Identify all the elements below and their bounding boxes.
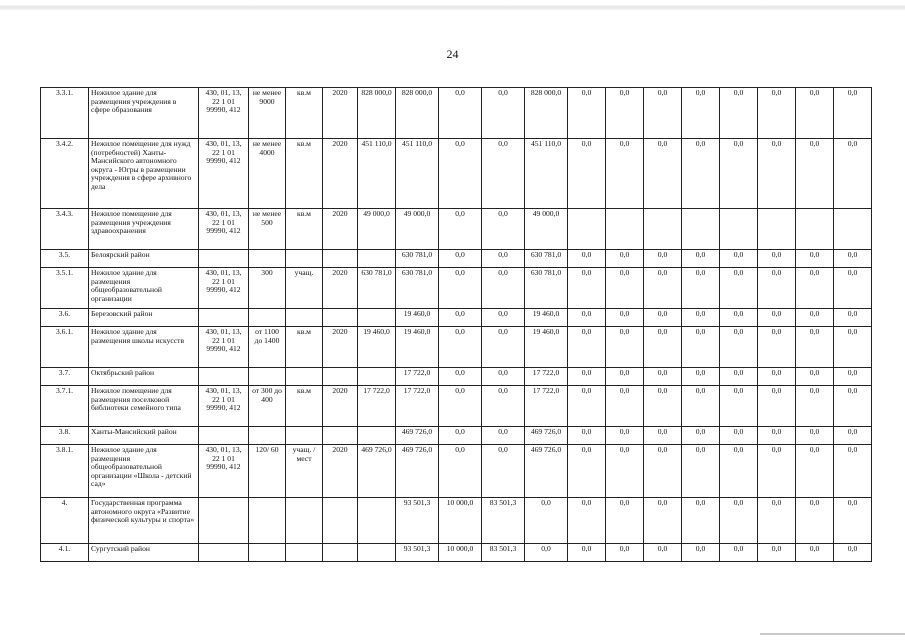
cell-est: 451 110,0: [358, 139, 396, 209]
cell-year: 2020: [323, 386, 358, 427]
cell-year: 2020: [323, 88, 358, 139]
cell-total: 17 722,0: [396, 386, 439, 427]
cell-y8: 0,0: [834, 427, 872, 445]
cell-unit: [286, 427, 323, 445]
cell-f1: 0,0: [439, 445, 482, 498]
cell-f1: 0,0: [439, 88, 482, 139]
cell-y8: 0,0: [834, 368, 872, 386]
cell-unit: учащ. / мест: [286, 445, 323, 498]
cell-y6: [758, 209, 796, 250]
table-row: [41, 139, 872, 209]
cell-name: Нежилое здание для размещения общеобразовательной организации: [89, 268, 199, 309]
investment-table: [40, 87, 872, 562]
cell-y8: 0,0: [834, 544, 872, 562]
cell-y8: 0,0: [834, 139, 872, 209]
cell-y7: 0,0: [796, 268, 834, 309]
cell-y2: 0,0: [606, 386, 644, 427]
cell-f1: 0,0: [439, 209, 482, 250]
cell-code: 430, 01, 13, 22 1 01 99990, 412: [199, 386, 249, 427]
cell-name: Белоярский район: [89, 250, 199, 268]
cell-est: 469 726,0: [358, 445, 396, 498]
cell-y5: 0,0: [720, 386, 758, 427]
cell-num: 3.6.: [41, 309, 89, 327]
cell-unit: учащ.: [286, 268, 323, 309]
cell-f2: 0,0: [482, 427, 525, 445]
cell-code: 430, 01, 13, 22 1 01 99990, 412: [199, 209, 249, 250]
cell-y8: 0,0: [834, 250, 872, 268]
cell-f3: 630 781,0: [525, 268, 568, 309]
cell-y5: 0,0: [720, 268, 758, 309]
cell-y7: 0,0: [796, 88, 834, 139]
cell-name: Октябрьский район: [89, 368, 199, 386]
cell-y4: 0,0: [682, 268, 720, 309]
cell-y5: 0,0: [720, 327, 758, 368]
cell-total: 469 726,0: [396, 445, 439, 498]
cell-y3: 0,0: [644, 139, 682, 209]
cell-f1: 0,0: [439, 309, 482, 327]
cell-y2: 0,0: [606, 309, 644, 327]
cell-y6: 0,0: [758, 386, 796, 427]
page-number: 24: [446, 47, 459, 61]
cell-total: 19 460,0: [396, 327, 439, 368]
cell-y2: 0,0: [606, 327, 644, 368]
cell-f2: 0,0: [482, 386, 525, 427]
cell-y5: 0,0: [720, 445, 758, 498]
scan-edge-top: [0, 5, 905, 10]
cell-y5: 0,0: [720, 309, 758, 327]
cell-y7: 0,0: [796, 327, 834, 368]
cell-f3: 19 460,0: [525, 309, 568, 327]
table-row: [41, 309, 872, 327]
cell-year: [323, 250, 358, 268]
cell-unit: кв.м: [286, 386, 323, 427]
cell-y5: 0,0: [720, 544, 758, 562]
cell-f3: 19 460,0: [525, 327, 568, 368]
cell-total: 469 726,0: [396, 427, 439, 445]
cell-y8: 0,0: [834, 445, 872, 498]
cell-y8: 0,0: [834, 386, 872, 427]
cell-y3: 0,0: [644, 498, 682, 544]
cell-y4: 0,0: [682, 139, 720, 209]
cell-name: Нежилое здание для размещения общеобразовательной организации «Школа - детский сад»: [89, 445, 199, 498]
cell-y4: 0,0: [682, 445, 720, 498]
cell-y3: 0,0: [644, 368, 682, 386]
cell-total: 451 110,0: [396, 139, 439, 209]
cell-y7: 0,0: [796, 386, 834, 427]
table-row: [41, 427, 872, 445]
cell-y5: 0,0: [720, 88, 758, 139]
cell-y7: 0,0: [796, 427, 834, 445]
cell-name: Нежилое помещение для нужд (потребностей) Ханты-Мансийского автономного округа - Югры в размещении учреждения в сфере архивного дела: [89, 139, 199, 209]
table-row: [41, 268, 872, 309]
cell-y6: 0,0: [758, 309, 796, 327]
cell-est: 49 000,0: [358, 209, 396, 250]
cell-cap: не менее 4000: [249, 139, 286, 209]
cell-year: [323, 427, 358, 445]
cell-y7: 0,0: [796, 250, 834, 268]
cell-unit: [286, 250, 323, 268]
cell-y7: 0,0: [796, 445, 834, 498]
table-row: [41, 250, 872, 268]
cell-y1: 0,0: [568, 327, 606, 368]
cell-y6: 0,0: [758, 445, 796, 498]
cell-est: 17 722,0: [358, 386, 396, 427]
cell-y2: 0,0: [606, 427, 644, 445]
cell-y2: 0,0: [606, 268, 644, 309]
cell-name: Государственная программа автономного округа «Развитие физической культуры и спорта»: [89, 498, 199, 544]
cell-y1: 0,0: [568, 268, 606, 309]
cell-est: [358, 498, 396, 544]
cell-code: 430, 01, 13, 22 1 01 99990, 412: [199, 445, 249, 498]
cell-year: [323, 368, 358, 386]
cell-cap: не менее 500: [249, 209, 286, 250]
cell-y1: 0,0: [568, 309, 606, 327]
cell-y4: [682, 209, 720, 250]
table-row: [41, 445, 872, 498]
cell-y8: 0,0: [834, 327, 872, 368]
cell-y6: 0,0: [758, 544, 796, 562]
cell-num: 4.: [41, 498, 89, 544]
cell-f3: 828 000,0: [525, 88, 568, 139]
cell-y4: 0,0: [682, 327, 720, 368]
cell-name: Сургутский район: [89, 544, 199, 562]
cell-f3: 17 722,0: [525, 368, 568, 386]
cell-f2: 83 501,3: [482, 544, 525, 562]
cell-name: Березовский район: [89, 309, 199, 327]
cell-f3: 17 722,0: [525, 386, 568, 427]
cell-num: 3.5.: [41, 250, 89, 268]
cell-est: [358, 250, 396, 268]
cell-y1: 0,0: [568, 88, 606, 139]
cell-f1: 0,0: [439, 250, 482, 268]
cell-est: [358, 544, 396, 562]
cell-est: 630 781,0: [358, 268, 396, 309]
cell-name: Ханты-Мансийский район: [89, 427, 199, 445]
cell-unit: [286, 368, 323, 386]
cell-total: 17 722,0: [396, 368, 439, 386]
cell-cap: [249, 498, 286, 544]
cell-year: 2020: [323, 327, 358, 368]
cell-y7: 0,0: [796, 139, 834, 209]
cell-y3: 0,0: [644, 386, 682, 427]
cell-y6: 0,0: [758, 327, 796, 368]
cell-f2: 0,0: [482, 209, 525, 250]
cell-cap: [249, 544, 286, 562]
cell-y5: 0,0: [720, 368, 758, 386]
cell-cap: [249, 427, 286, 445]
cell-y4: 0,0: [682, 88, 720, 139]
cell-f1: 10 000,0: [439, 498, 482, 544]
cell-y3: 0,0: [644, 250, 682, 268]
cell-y1: 0,0: [568, 139, 606, 209]
cell-code: [199, 498, 249, 544]
cell-code: 430, 01, 13, 22 1 01 99990, 412: [199, 327, 249, 368]
cell-year: [323, 309, 358, 327]
cell-f2: 83 501,3: [482, 498, 525, 544]
cell-y6: 0,0: [758, 427, 796, 445]
cell-f2: 0,0: [482, 139, 525, 209]
cell-f1: 10 000,0: [439, 544, 482, 562]
cell-total: 19 460,0: [396, 309, 439, 327]
cell-unit: кв.м: [286, 88, 323, 139]
cell-total: 49 000,0: [396, 209, 439, 250]
cell-y3: 0,0: [644, 445, 682, 498]
cell-y1: 0,0: [568, 386, 606, 427]
cell-y6: 0,0: [758, 139, 796, 209]
cell-f3: 469 726,0: [525, 445, 568, 498]
cell-y4: 0,0: [682, 309, 720, 327]
cell-name: Нежилое помещение для размещения поселковой библиотеки семейного типа: [89, 386, 199, 427]
cell-year: 2020: [323, 445, 358, 498]
cell-y2: 0,0: [606, 544, 644, 562]
cell-num: 3.4.2.: [41, 139, 89, 209]
cell-y5: 0,0: [720, 139, 758, 209]
cell-y5: 0,0: [720, 427, 758, 445]
cell-year: 2020: [323, 209, 358, 250]
cell-f1: 0,0: [439, 327, 482, 368]
cell-f3: 630 781,0: [525, 250, 568, 268]
cell-y5: 0,0: [720, 498, 758, 544]
scan-edge-bottom: [760, 633, 905, 635]
cell-f1: 0,0: [439, 368, 482, 386]
cell-y4: 0,0: [682, 250, 720, 268]
cell-total: 93 501,3: [396, 544, 439, 562]
cell-f3: 0,0: [525, 498, 568, 544]
cell-y4: 0,0: [682, 427, 720, 445]
cell-y1: 0,0: [568, 544, 606, 562]
cell-code: 430, 01, 13, 22 1 01 99990, 412: [199, 268, 249, 309]
cell-est: [358, 427, 396, 445]
cell-num: 3.3.1.: [41, 88, 89, 139]
cell-y6: 0,0: [758, 498, 796, 544]
cell-y6: 0,0: [758, 250, 796, 268]
cell-num: 4.1.: [41, 544, 89, 562]
cell-code: [199, 309, 249, 327]
cell-y3: 0,0: [644, 309, 682, 327]
cell-y2: 0,0: [606, 139, 644, 209]
cell-code: 430, 01, 13, 22 1 01 99990, 412: [199, 139, 249, 209]
cell-y3: 0,0: [644, 88, 682, 139]
cell-y2: 0,0: [606, 445, 644, 498]
cell-cap: от 300 до 400: [249, 386, 286, 427]
cell-total: 630 781,0: [396, 250, 439, 268]
cell-name: Нежилое здание для размещения учреждения в сфере образования: [89, 88, 199, 139]
cell-y8: 0,0: [834, 309, 872, 327]
table-row: [41, 209, 872, 250]
cell-f2: 0,0: [482, 268, 525, 309]
cell-unit: кв.м: [286, 209, 323, 250]
cell-num: 3.7.1.: [41, 386, 89, 427]
cell-unit: [286, 309, 323, 327]
cell-num: 3.4.3.: [41, 209, 89, 250]
cell-y6: 0,0: [758, 368, 796, 386]
cell-year: 2020: [323, 139, 358, 209]
cell-y1: 0,0: [568, 368, 606, 386]
cell-y7: 0,0: [796, 309, 834, 327]
table-row: [41, 88, 872, 139]
cell-y1: 0,0: [568, 498, 606, 544]
cell-f1: 0,0: [439, 386, 482, 427]
cell-f3: 0,0: [525, 544, 568, 562]
cell-total: 630 781,0: [396, 268, 439, 309]
cell-year: 2020: [323, 268, 358, 309]
cell-y1: 0,0: [568, 250, 606, 268]
cell-cap: 120/ 60: [249, 445, 286, 498]
cell-cap: [249, 250, 286, 268]
cell-y1: 0,0: [568, 445, 606, 498]
cell-y5: [720, 209, 758, 250]
cell-y2: 0,0: [606, 368, 644, 386]
cell-unit: кв.м: [286, 327, 323, 368]
cell-f2: 0,0: [482, 445, 525, 498]
cell-est: [358, 309, 396, 327]
table-row: [41, 368, 872, 386]
cell-cap: не менее 9000: [249, 88, 286, 139]
cell-y6: 0,0: [758, 268, 796, 309]
cell-code: [199, 250, 249, 268]
cell-y2: 0,0: [606, 498, 644, 544]
cell-f3: 451 110,0: [525, 139, 568, 209]
cell-num: 3.8.1.: [41, 445, 89, 498]
cell-f2: 0,0: [482, 309, 525, 327]
cell-f2: 0,0: [482, 250, 525, 268]
cell-y8: 0,0: [834, 268, 872, 309]
cell-y1: 0,0: [568, 427, 606, 445]
cell-code: [199, 368, 249, 386]
cell-code: [199, 544, 249, 562]
cell-total: 828 000,0: [396, 88, 439, 139]
cell-y8: 0,0: [834, 88, 872, 139]
cell-code: [199, 427, 249, 445]
cell-year: [323, 498, 358, 544]
cell-total: 93 501,3: [396, 498, 439, 544]
cell-f3: 49 000,0: [525, 209, 568, 250]
cell-y8: 0,0: [834, 498, 872, 544]
cell-year: [323, 544, 358, 562]
cell-cap: [249, 309, 286, 327]
cell-f1: 0,0: [439, 268, 482, 309]
cell-y6: 0,0: [758, 88, 796, 139]
cell-cap: от 1100 до 1400: [249, 327, 286, 368]
cell-y3: 0,0: [644, 327, 682, 368]
table-row: [41, 498, 872, 544]
cell-est: 19 460,0: [358, 327, 396, 368]
table-row: [41, 544, 872, 562]
cell-y2: [606, 209, 644, 250]
cell-y7: [796, 209, 834, 250]
cell-y5: 0,0: [720, 250, 758, 268]
cell-y4: 0,0: [682, 386, 720, 427]
cell-y4: 0,0: [682, 368, 720, 386]
cell-y2: 0,0: [606, 88, 644, 139]
cell-f1: 0,0: [439, 427, 482, 445]
cell-num: 3.6.1.: [41, 327, 89, 368]
cell-unit: [286, 498, 323, 544]
cell-num: 3.8.: [41, 427, 89, 445]
cell-y7: 0,0: [796, 498, 834, 544]
cell-name: Нежилое здание для размещения школы искусств: [89, 327, 199, 368]
cell-f1: 0,0: [439, 139, 482, 209]
cell-y7: 0,0: [796, 368, 834, 386]
cell-f2: 0,0: [482, 88, 525, 139]
cell-y2: 0,0: [606, 250, 644, 268]
cell-y4: 0,0: [682, 544, 720, 562]
table-body: [41, 88, 872, 562]
cell-num: 3.7.: [41, 368, 89, 386]
cell-y1: [568, 209, 606, 250]
cell-name: Нежилое помещение для размещения учреждения здравоохранения: [89, 209, 199, 250]
cell-unit: [286, 544, 323, 562]
cell-y3: 0,0: [644, 268, 682, 309]
cell-y3: [644, 209, 682, 250]
cell-y3: 0,0: [644, 427, 682, 445]
cell-code: 430, 01, 13, 22 1 01 99990, 412: [199, 88, 249, 139]
cell-unit: кв.м: [286, 139, 323, 209]
cell-f2: 0,0: [482, 327, 525, 368]
cell-y3: 0,0: [644, 544, 682, 562]
cell-f2: 0,0: [482, 368, 525, 386]
cell-y4: 0,0: [682, 498, 720, 544]
table-row: [41, 327, 872, 368]
cell-cap: [249, 368, 286, 386]
cell-y8: [834, 209, 872, 250]
cell-est: [358, 368, 396, 386]
cell-y7: 0,0: [796, 544, 834, 562]
table-row: [41, 386, 872, 427]
cell-cap: 300: [249, 268, 286, 309]
cell-f3: 469 726,0: [525, 427, 568, 445]
cell-num: 3.5.1.: [41, 268, 89, 309]
cell-est: 828 000,0: [358, 88, 396, 139]
